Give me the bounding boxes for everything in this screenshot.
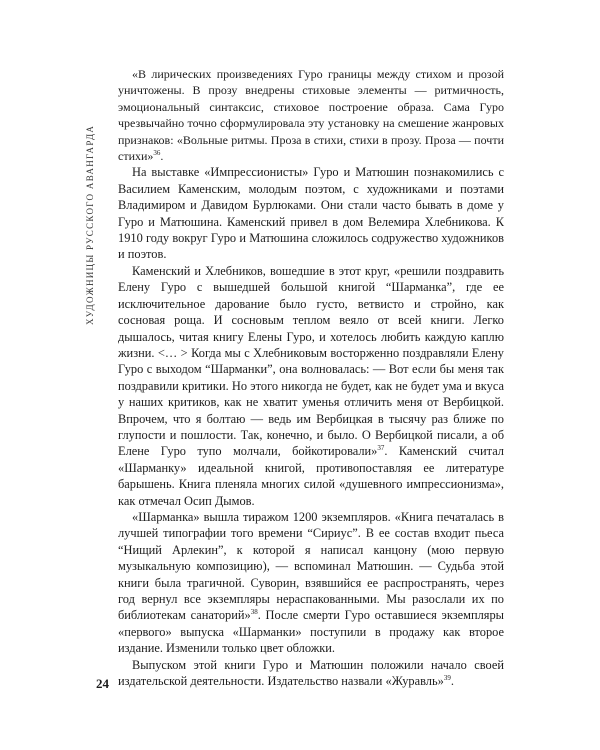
footnote-ref: 38 xyxy=(250,608,258,617)
paragraph: «Шарманка» вышла тиражом 1200 экземпляров. «Книга печаталась в лучшей типографии того времени “Сириус”. В ее состав входит пьеса “Нищий Арлекин”, к которой я написал канцону (мою первую музыкальную композицию), — вспоминал Матюшин. — Судьба этой книги была трагичной. Суворин, взявшийся ее распространять, через год вернул все экземпляры нераспакованными. Мы разослали их по библиотекам санаторий»$^{38}$. После смерти Гуро оставшиеся экземпляры «первого» выпуска «Шарманки» поступили в продажу как второе издание. Изменили только цвет обложки. xyxy=(118,509,504,656)
footnote-ref: 39 xyxy=(443,673,451,682)
body-text xyxy=(118,66,504,689)
page-number: 24 xyxy=(96,676,109,691)
paragraph: «В лирических произведениях Гуро границы между стихом и прозой уничтожены. В прозу внедрены стиховые элементы — ритмичность, эмоциональный синтаксис, стиховое построение образа. Сама Гуро чрезвычайно точно сформулировала эту установку на смешение жанровых признаков: «Вольные ритмы. Проза в стихи, стихи в прозу. Проза — почти стихи»$^{36}$. xyxy=(118,67,504,164)
paragraph: Каменский и Хлебников, вошедшие в этот круг, «решили поздравить Елену Гуро с вышедшей большой книгой “Шарманка”, где ее исключительное дарование было густо, ветвисто и стройно, как сосновая роща. И сосновым теплом веяло от всей книги. Легко дышалось, читая книгу Елены Гуро, и хотелось любить каждую каплю жизни. <… > Когда мы с Хлебниковым восторженно поздравляли Елену Гуро с выходом “Шарманки”, она волновалась: — Вот если бы меня так поздравили критики. Но этого никогда не будет, как не будет ума и вкуса у наших критиков, как не хватит уменья отличить меня от Вербицкой. Впрочем, что я болтаю — ведь им Вербицкая в тысячу раз ближе по глупости и пошлости. Так, конечно, и было. О Вербицкой писали, а об Елене Гуро тупо молчали, бойкотировали»$^{37}$. Каменский считал «Шарманку» идеальной книгой, противопоставляя ее литературе барышень. Книга пленяла многих силой «душевного импрессионизма», как отмечал Осип Дымов. xyxy=(118,263,504,508)
paragraph: Выпуском этой книги Гуро и Матюшин положили начало своей издательской деятельности. Издательство назвали «Журавль»$^{39}$. xyxy=(118,657,504,689)
footnote-ref: 37 xyxy=(377,444,385,453)
paragraph: На выставке «Импрессионисты» Гуро и Матюшин познакомились с Василием Каменским, молодым поэтом, с художниками и поэтами Владимиром и Давидом Бурлюками. Они стали часто бывать в доме у Гуро и Матюшина. Каменский привел в дом Велемира Хлебникова. К 1910 году вокруг Гуро и Матюшина сложилось содружество художников и поэтов. xyxy=(118,165,504,262)
footnote-ref: 36 xyxy=(153,149,161,158)
running-head: ХУДОЖНИЦЫ РУССКОГО АВАНГАРДА xyxy=(85,124,95,326)
